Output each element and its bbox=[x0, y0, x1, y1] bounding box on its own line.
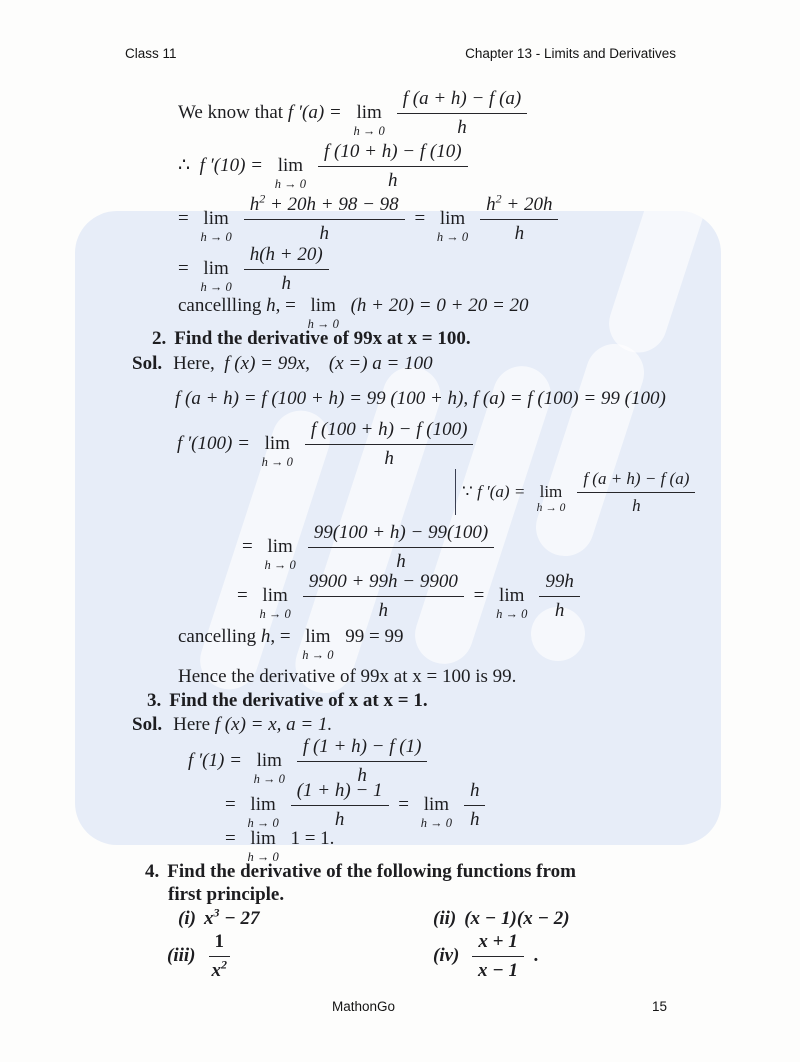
denominator: h bbox=[514, 222, 525, 244]
eq-math: f ′(a) = bbox=[477, 482, 530, 502]
fraction bbox=[464, 780, 486, 831]
because-symbol: ∵ bbox=[462, 482, 478, 502]
header-class-label: Class 11 bbox=[125, 46, 177, 61]
footer-brand: MathonGo bbox=[332, 999, 396, 1014]
page-header bbox=[125, 46, 676, 61]
item-ii bbox=[433, 908, 570, 930]
equals-sign: = bbox=[178, 258, 194, 280]
sol-text: Here, bbox=[173, 353, 225, 374]
numerator: 99(100 + h) − 99(100) bbox=[308, 522, 494, 548]
limit-operator bbox=[302, 627, 333, 662]
lim-subscript: h → 0 bbox=[274, 177, 307, 192]
eq-math: (h + 20) = 0 + 20 = 20 bbox=[345, 295, 529, 317]
lim-subscript: h → 0 bbox=[247, 816, 279, 831]
lim-subscript: h → 0 bbox=[353, 124, 385, 139]
limit-operator bbox=[437, 209, 468, 244]
equals-sign: = bbox=[237, 585, 253, 607]
eq-step6 bbox=[225, 822, 335, 864]
item-number: (iv) bbox=[433, 945, 460, 967]
var-x: x bbox=[211, 959, 221, 981]
question-text: Find the derivative of the following functions from bbox=[167, 861, 576, 882]
expr-rest: − 27 bbox=[219, 908, 260, 929]
limit-operator bbox=[247, 829, 278, 864]
eq-math: f ′(10) = bbox=[199, 155, 268, 177]
lim-subscript: h → 0 bbox=[261, 455, 293, 470]
equals-sign: = bbox=[178, 208, 194, 230]
numerator: f (1 + h) − f (1) bbox=[297, 736, 428, 762]
eq-step2 bbox=[178, 244, 334, 295]
eq-expansion bbox=[175, 388, 666, 410]
limit-operator bbox=[421, 795, 452, 830]
item-number: (i) bbox=[178, 908, 196, 929]
numerator: f (10 + h) − f (10) bbox=[318, 141, 468, 167]
exponent: 2 bbox=[259, 191, 266, 206]
lim-label: lim bbox=[250, 828, 276, 849]
item-expression bbox=[203, 905, 260, 930]
num-base: h bbox=[249, 194, 260, 215]
fraction bbox=[397, 88, 528, 139]
item-number: (iii) bbox=[167, 945, 196, 967]
lim-subscript: h → 0 bbox=[496, 607, 528, 622]
equals-sign: = bbox=[409, 208, 430, 230]
question-number: 2. bbox=[152, 328, 167, 349]
eq-recall-definition bbox=[455, 469, 700, 515]
lim-label: lim bbox=[262, 585, 288, 607]
eq-text: cancellling bbox=[178, 295, 267, 317]
eq-step1 bbox=[178, 191, 563, 245]
denominator: h bbox=[334, 808, 345, 830]
eq-step4 bbox=[237, 571, 585, 622]
var-h: h bbox=[260, 626, 271, 648]
denominator: h bbox=[357, 764, 367, 786]
fraction bbox=[472, 931, 523, 982]
question-4-continued bbox=[168, 884, 284, 906]
lim-label: lim bbox=[356, 102, 382, 124]
item-iv bbox=[433, 931, 538, 982]
eq-text: , = bbox=[275, 295, 301, 317]
eq-text: , = bbox=[270, 626, 296, 648]
lim-subscript: h → 0 bbox=[436, 230, 469, 245]
eq-math: f (a + h) = f (100 + h) = 99 (100 + h), f (a) = f (100) = 99 (100) bbox=[175, 388, 666, 409]
var-x: x bbox=[203, 908, 214, 929]
limit-operator bbox=[264, 537, 295, 572]
exponent: 3 bbox=[213, 905, 220, 920]
lim-label: lim bbox=[423, 794, 450, 816]
lim-subscript: h → 0 bbox=[302, 648, 334, 662]
denominator: h bbox=[378, 599, 389, 621]
lim-subscript: h → 0 bbox=[420, 816, 452, 831]
eq-derivative-definition bbox=[178, 88, 532, 139]
numerator: h bbox=[464, 780, 486, 806]
equals-sign: = bbox=[393, 794, 414, 816]
numerator bbox=[244, 191, 405, 220]
denominator: h bbox=[319, 222, 329, 244]
solution-2-intro bbox=[132, 353, 433, 375]
lim-label: lim bbox=[439, 208, 466, 230]
numerator bbox=[480, 191, 558, 220]
equals-sign: = bbox=[468, 585, 490, 607]
exponent: 2 bbox=[495, 191, 502, 206]
limit-operator bbox=[353, 103, 384, 138]
solution-3-intro bbox=[132, 714, 332, 736]
numerator: 1 bbox=[209, 931, 231, 957]
limit-operator bbox=[259, 586, 290, 621]
limit-operator bbox=[200, 209, 231, 244]
limit-operator bbox=[275, 156, 306, 191]
denominator: h bbox=[384, 447, 394, 469]
lim-label: lim bbox=[310, 295, 336, 316]
eq-f100 bbox=[177, 419, 478, 470]
numerator: f (a + h) − f (a) bbox=[577, 469, 695, 493]
fraction bbox=[539, 571, 580, 622]
fraction bbox=[577, 469, 695, 515]
item-i bbox=[178, 905, 260, 930]
eq-math: 1 = 1. bbox=[285, 828, 335, 850]
numerator: 99h bbox=[539, 571, 580, 597]
eq-step3 bbox=[242, 522, 499, 573]
eq-math: f ′(100) = bbox=[177, 433, 255, 455]
sol-text: Here bbox=[173, 714, 215, 735]
eq-math: f ′(a) = bbox=[287, 102, 347, 124]
fraction bbox=[308, 522, 494, 573]
question-2 bbox=[152, 328, 471, 350]
fraction bbox=[318, 141, 468, 192]
question-4 bbox=[145, 861, 576, 883]
eq-f10 bbox=[178, 141, 473, 192]
lim-subscript: h → 0 bbox=[200, 280, 232, 295]
denominator: x − 1 bbox=[478, 959, 519, 981]
denominator bbox=[212, 957, 228, 982]
eq-cancel1 bbox=[178, 289, 529, 331]
item-number: (ii) bbox=[433, 908, 457, 929]
fraction bbox=[305, 419, 474, 470]
equals-sign: = bbox=[225, 828, 241, 850]
therefore-symbol: ∴ bbox=[178, 155, 200, 177]
denominator: h bbox=[457, 116, 467, 138]
equals-sign: = bbox=[242, 536, 258, 558]
fraction bbox=[209, 931, 231, 982]
numerator: f (a + h) − f (a) bbox=[397, 88, 528, 114]
question-text: Find the derivative of 99x at x = 100. bbox=[174, 328, 471, 349]
lim-label: lim bbox=[499, 585, 525, 607]
lim-label: lim bbox=[250, 794, 276, 816]
lim-label: lim bbox=[203, 208, 229, 230]
item-iii bbox=[167, 931, 235, 982]
num-rest: + 20h bbox=[501, 194, 553, 215]
eq-cancel2 bbox=[178, 620, 404, 662]
lim-label: lim bbox=[203, 258, 229, 280]
denominator: h bbox=[281, 272, 291, 294]
denominator: h bbox=[469, 808, 480, 830]
lim-subscript: h → 0 bbox=[307, 317, 339, 331]
eq-text: cancelling bbox=[178, 626, 261, 648]
numerator: 9900 + 99h − 9900 bbox=[303, 571, 464, 597]
fraction bbox=[480, 191, 558, 245]
lim-label: lim bbox=[267, 536, 293, 558]
denominator: h bbox=[554, 599, 565, 621]
lim-subscript: h → 0 bbox=[259, 607, 291, 622]
denominator: h bbox=[632, 495, 641, 515]
item-expression: (x − 1)(x − 2) bbox=[464, 908, 570, 929]
sol-label: Sol. bbox=[132, 714, 163, 735]
lim-label: lim bbox=[264, 433, 290, 455]
question-number: 3. bbox=[147, 690, 162, 711]
var-h: h bbox=[266, 295, 276, 317]
question-number: 4. bbox=[145, 861, 160, 882]
question-text: Find the derivative of x at x = 1. bbox=[169, 690, 428, 711]
lim-label: lim bbox=[305, 626, 331, 647]
conclusion-text: Hence the derivative of 99x at x = 100 is 99. bbox=[178, 666, 517, 687]
question-text: first principle. bbox=[168, 884, 285, 905]
numerator: f (100 + h) − f (100) bbox=[305, 419, 474, 445]
footer-page-number: 15 bbox=[652, 999, 668, 1014]
question-3 bbox=[147, 690, 428, 712]
equals-sign: = bbox=[225, 794, 241, 816]
numerator: h(h + 20) bbox=[244, 244, 329, 270]
num-rest: + 20h + 98 − 98 bbox=[265, 194, 399, 215]
lim-subscript: h → 0 bbox=[253, 772, 285, 787]
lim-label: lim bbox=[256, 750, 282, 772]
denominator: h bbox=[388, 169, 398, 191]
lim-subscript: h → 0 bbox=[264, 558, 296, 573]
lim-subscript: h → 0 bbox=[536, 502, 566, 515]
fraction bbox=[244, 244, 329, 295]
sol-math: f (x) = x, a = 1. bbox=[214, 714, 333, 735]
numerator: (1 + h) − 1 bbox=[291, 780, 389, 806]
num-base: h bbox=[486, 194, 496, 215]
conclusion-2 bbox=[178, 666, 516, 688]
eq-math: f ′(1) = bbox=[188, 750, 247, 772]
sol-math: f (x) = 99x, (x =) a = 100 bbox=[224, 353, 433, 374]
lim-label: lim bbox=[539, 482, 563, 502]
period: . bbox=[528, 945, 539, 967]
eq-text: We know that bbox=[178, 102, 288, 124]
fraction bbox=[244, 191, 405, 245]
limit-operator bbox=[537, 483, 566, 515]
lim-label: lim bbox=[277, 155, 304, 177]
fraction bbox=[303, 571, 464, 622]
limit-operator bbox=[262, 434, 293, 469]
header-chapter-label: Chapter 13 - Limits and Derivatives bbox=[465, 46, 676, 61]
lim-subscript: h → 0 bbox=[247, 850, 279, 864]
numerator: x + 1 bbox=[472, 931, 523, 957]
limit-operator bbox=[496, 586, 527, 621]
lim-subscript: h → 0 bbox=[200, 230, 232, 245]
sol-label: Sol. bbox=[132, 353, 163, 374]
denominator: h bbox=[396, 550, 406, 572]
limit-operator bbox=[308, 296, 339, 331]
eq-math: 99 = 99 bbox=[340, 626, 404, 648]
exponent: 2 bbox=[221, 957, 227, 972]
